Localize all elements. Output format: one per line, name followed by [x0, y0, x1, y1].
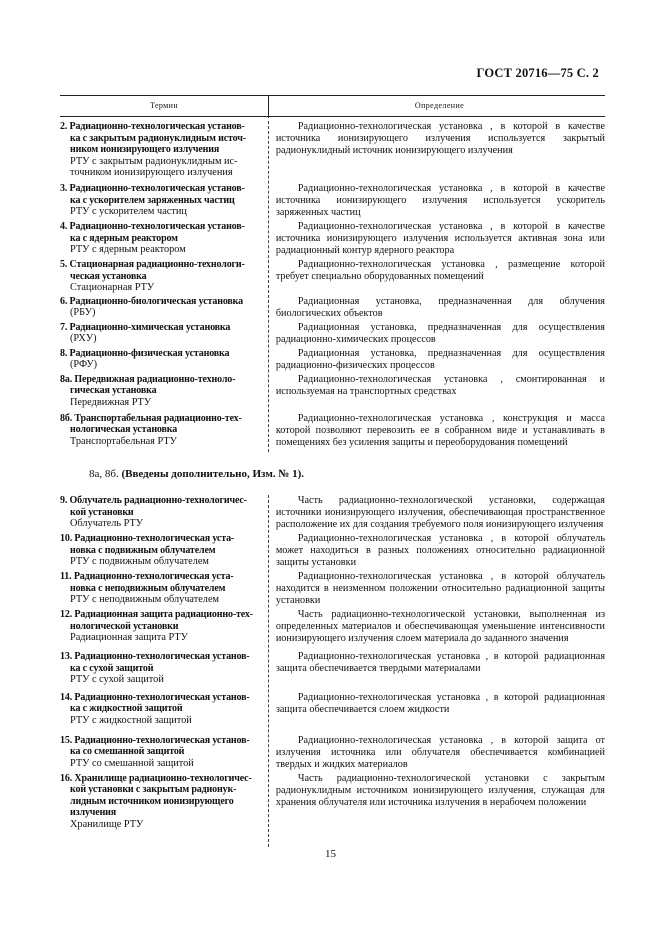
term-entry	[60, 495, 605, 531]
definition-cell	[276, 495, 605, 531]
definition-text: Радиационно-технологическая установка , конструкция и масса которой позволяют перевозить ее в собранном виде и устанавливать в помещениях без усиления защиты и переоборудования помещений	[275, 412, 605, 448]
page-number: 15	[325, 848, 336, 860]
table-header	[60, 95, 605, 117]
term-cell	[60, 259, 267, 294]
term-cell	[60, 495, 267, 530]
term-title-line: 2. Радиационно-технологическая установ-	[60, 121, 245, 132]
term-title-line: излучения	[70, 807, 117, 819]
definition-text: Радиационно-технологическая установка , в которой в качестве источника ионизирующего излучения используется ускоритель заряженных частиц	[275, 182, 605, 218]
definition-text: Радиационно-технологическая установка , в которой радиационная защита обеспечивается слоем жидкости	[275, 691, 605, 715]
term-entry	[60, 609, 605, 645]
term-title-line: 16. Хранилище радиационно-технологичес-	[60, 772, 252, 784]
definition-cell	[276, 735, 605, 771]
term-entry	[60, 296, 605, 320]
term-cell	[60, 121, 267, 179]
term-cell	[60, 183, 267, 218]
definition-cell	[276, 221, 605, 257]
term-abbreviation-line: (РБУ)	[70, 307, 96, 319]
term-title-line: ка с сухой защитой	[70, 662, 154, 674]
term-title-line: ческая установка	[70, 270, 147, 282]
column-divider	[268, 96, 269, 118]
amendment-note-prefix: 8а, 8б.	[89, 468, 119, 480]
term-entry	[60, 348, 605, 372]
term-abbreviation-line: Передвижная РТУ	[70, 396, 152, 408]
definition-cell	[276, 259, 605, 283]
term-entry	[60, 773, 605, 831]
definition-cell	[276, 296, 605, 320]
term-abbreviation-line: Транспортабельная РТУ	[70, 435, 177, 447]
term-title-line: 4. Радиационно-технологическая установ-	[60, 220, 245, 232]
term-title-line: лидным источником ионизирующего	[70, 795, 234, 807]
term-abbreviation-line: РТУ с подвижным облучателем	[70, 556, 209, 568]
term-title-line: нологическая установка	[70, 424, 178, 436]
term-title-line: ка с ускорителем заряженных частиц	[70, 194, 235, 206]
definition-text: Радиационная установка, предназначенная для осуществления радиационно-физических процессов	[275, 347, 605, 371]
term-entry	[60, 571, 605, 607]
term-cell	[60, 773, 267, 831]
definition-text: Часть радиационно-технологической установки, содержащая источники ионизирующего излучения, обеспечивающая пространственное расположение их для создания требуемого поля ионизирующего излучения	[275, 495, 605, 530]
column-divider	[268, 121, 269, 452]
term-abbreviation-line: РТУ с ускорителем частиц	[70, 206, 187, 218]
definition-cell	[276, 374, 605, 398]
term-title-line: 6. Радиационно-биологическая установка	[60, 295, 243, 307]
term-entry	[60, 183, 605, 219]
document-code: ГОСТ 20716—75 С. 2	[476, 66, 599, 80]
definition-cell	[276, 121, 605, 157]
term-title-line: гическая установка	[70, 385, 157, 397]
term-abbreviation-line: РТУ с неподвижным облучателем	[70, 594, 220, 606]
term-title-line: 3. Радиационно-технологическая установ-	[60, 182, 245, 194]
term-title-line: 5. Стационарная радиационно-технологи-	[60, 258, 245, 270]
amendment-note-text: (Введены дополнительно, Изм. № 1).	[121, 468, 305, 480]
column-header-term: Термин	[149, 101, 179, 110]
term-abbreviation-line: РТУ с жидкостной защитой	[70, 714, 192, 726]
term-cell	[60, 413, 267, 448]
term-title-line: кой установки	[70, 506, 134, 518]
term-cell	[60, 735, 267, 770]
term-title-line: новка с неподвижным облучателем	[70, 582, 226, 594]
column-divider	[268, 495, 269, 847]
term-title-line: 10. Радиационно-технологическая уста-	[60, 533, 235, 544]
terms-table-continued	[60, 495, 605, 847]
term-entry	[60, 651, 605, 686]
term-entry	[60, 121, 605, 179]
term-entry	[60, 221, 605, 257]
definition-text: Часть радиационно-технологической установки с закрытым радионуклидным источником ионизирующего излучения, служащая для хранения облучателя или источника излучения в нерабочем положении	[275, 772, 605, 808]
term-cell	[60, 651, 267, 686]
term-title-line: 9. Облучатель радиационно-технологичес-	[60, 495, 247, 506]
term-entry	[60, 413, 605, 449]
definition-text: Радиационно-технологическая установка , в которой защита от излучения источника или облучателя обеспечивается комбинацией твердых и жидких материалов	[275, 734, 605, 770]
term-title-line: 15. Радиационно-технологическая установ-	[60, 734, 250, 746]
term-title-line: 8. Радиационно-физическая установка	[60, 347, 230, 359]
term-cell	[60, 221, 267, 256]
definition-text: Радиационно-технологическая установка , в которой в качестве источника ионизирующего излучения используется закрытый радионуклидный источник ионизирующего излучения	[275, 121, 605, 156]
definition-text: Радиационная установка, предназначенная для осуществления радиационно-химических процессов	[275, 321, 605, 345]
term-cell	[60, 692, 267, 727]
term-title-line: нологической установки	[70, 620, 179, 632]
definition-text: Радиационно-технологическая установка , в которой облучатель находится в неизменном положении относительно радиационной защиты установки	[275, 571, 605, 606]
term-abbreviation-line: Стационарная РТУ	[70, 282, 155, 294]
term-entry	[60, 735, 605, 771]
definition-cell	[276, 692, 605, 716]
term-abbreviation-line: Хранилище РТУ	[70, 818, 144, 830]
term-abbreviation-line: (РХУ)	[70, 333, 97, 345]
definition-text: Радиационно-технологическая установка , в которой облучатель может находиться в разных положениях относительно радиационной защиты установки	[275, 533, 605, 568]
term-abbreviation-line: РТУ с ядерным реактором	[70, 244, 186, 256]
term-cell	[60, 533, 267, 568]
entries-block-a	[60, 121, 605, 452]
term-title-line: ка с жидкостной защитой	[70, 703, 183, 715]
term-entry	[60, 533, 605, 569]
term-title-line: 11. Радиационно-технологическая уста-	[60, 571, 234, 582]
term-entry	[60, 322, 605, 346]
term-title-line: новка с подвижным облучателем	[70, 544, 216, 556]
column-header-definition: Определение	[414, 101, 465, 110]
definition-cell	[276, 651, 605, 675]
definition-cell	[276, 571, 605, 607]
term-entry	[60, 259, 605, 294]
term-abbreviation-line: РТУ с сухой защитой	[70, 674, 164, 686]
term-title-line: ка с закрытым радионуклидным источ-	[70, 132, 246, 144]
terms-table	[60, 95, 605, 452]
term-cell	[60, 609, 267, 644]
term-title-line: 13. Радиационно-технологическая установ-	[60, 651, 250, 662]
term-title-line: 14. Радиационно-технологическая установ-	[60, 691, 250, 703]
term-title-line: 8а. Передвижная радиационно-техноло-	[60, 373, 236, 385]
definition-text: Радиационно-технологическая установка , размещение которой требует специально оборудованных помещений	[275, 258, 605, 282]
definition-text: Часть радиационно-технологической установки, выполненная из определенных материалов и обеспечивающая уменьшение интенсивности ионизирующего излучения слоем материала до заданного значения	[275, 609, 605, 644]
term-title-line: ником ионизирующего излучения	[70, 144, 220, 156]
definition-cell	[276, 609, 605, 645]
entries-block-b	[60, 495, 605, 847]
definition-text: Радиационно-технологическая установка , в которой в качестве источника ионизирующего излучения используется активная зона или радиационный контур ядерного реактора	[275, 220, 605, 256]
term-abbreviation-line: точником ионизирующего излучения	[70, 167, 233, 179]
term-abbreviation-line: Облучатель РТУ	[70, 518, 144, 530]
term-abbreviation-line: (РФУ)	[70, 359, 98, 371]
definition-cell	[276, 773, 605, 809]
term-entry	[60, 374, 605, 409]
term-cell	[60, 322, 267, 345]
term-entry	[60, 692, 605, 727]
term-cell	[60, 296, 267, 319]
definition-text: Радиационно-технологическая установка , смонтированная и используемая на транспортных средствах	[275, 373, 605, 397]
term-title-line: 12. Радиационная защита радиационно-тех-	[60, 609, 253, 620]
term-title-line: 8б. Транспортабельная радиационно-тех-	[60, 412, 242, 424]
definition-text: Радиационная установка, предназначенная для облучения биологических объектов	[275, 295, 605, 319]
definition-cell	[276, 322, 605, 346]
term-title-line: ка со смешанной защитой	[70, 746, 185, 758]
definition-cell	[276, 348, 605, 372]
term-title-line: кой установки с закрытым радионук-	[70, 784, 237, 796]
term-cell	[60, 374, 267, 409]
term-cell	[60, 571, 267, 606]
term-title-line: ка с ядерным реактором	[70, 232, 178, 244]
term-cell	[60, 348, 267, 371]
term-abbreviation-line: РТУ с закрытым радионуклидным ис-	[70, 155, 238, 167]
definition-cell	[276, 413, 605, 449]
definition-cell	[276, 183, 605, 219]
definition-cell	[276, 533, 605, 569]
term-title-line: 7. Радиационно-химическая установка	[60, 321, 231, 333]
term-abbreviation-line: Радиационная защита РТУ	[70, 632, 188, 644]
amendment-note	[89, 468, 304, 480]
term-abbreviation-line: РТУ со смешанной защитой	[70, 757, 194, 769]
definition-text: Радиационно-технологическая установка , в которой радиационная защита обеспечивается твердыми материалами	[275, 651, 605, 674]
